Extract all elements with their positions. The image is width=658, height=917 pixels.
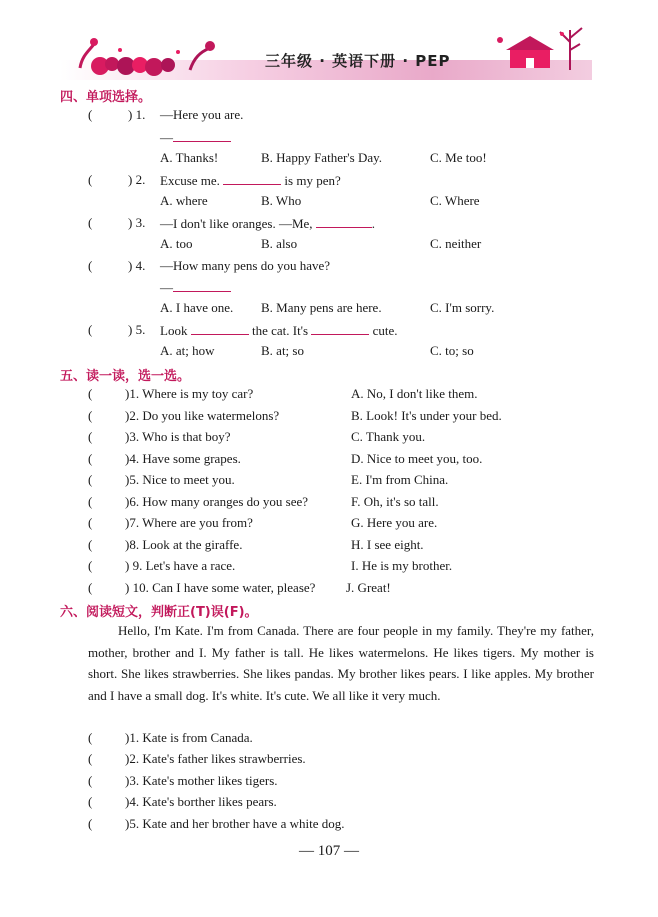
judge-item: )5. Kate and her brother have a white dog. <box>125 816 345 831</box>
judge-item: )2. Kate's father likes strawberries. <box>125 751 306 766</box>
option-c: C. I'm sorry. <box>430 300 495 315</box>
match-question: )8. Look at the giraffe. <box>125 537 243 552</box>
match-answer: C. Thank you. <box>351 429 426 444</box>
answer-line <box>160 279 231 296</box>
match-question: )3. Who is that boy? <box>125 429 231 444</box>
paren: ( <box>88 730 93 745</box>
option-a: A. I have one. <box>160 300 234 315</box>
match-answer: I. He is my brother. <box>351 558 453 573</box>
match-answer: A. No, I don't like them. <box>351 386 478 401</box>
option-b: B. at; so <box>261 343 304 358</box>
match-answer: G. Here you are. <box>351 515 438 530</box>
match-question: )7. Where are you from? <box>125 515 253 530</box>
option-c: C. Where <box>430 193 480 208</box>
stem-pre: Excuse me. <box>160 173 220 188</box>
answer-blank <box>316 215 372 228</box>
match-answer: E. I'm from China. <box>351 472 449 487</box>
match-question: )4. Have some grapes. <box>125 451 241 466</box>
paren: ( <box>88 322 93 337</box>
question-stem <box>160 322 398 339</box>
question-stem: —How many pens do you have? <box>160 258 331 273</box>
match-question: ) 10. Can I have some water, please? <box>125 580 316 595</box>
section-five-title: 五、读一读，选一选。 <box>60 369 191 384</box>
question-number: ) 2. <box>128 172 146 187</box>
question-number: ) 5. <box>128 322 146 337</box>
stem-pre: —I don't like oranges. —Me, <box>160 216 313 231</box>
question-stem <box>160 215 375 232</box>
paren: ( <box>88 429 93 444</box>
question-stem <box>160 172 341 189</box>
option-a: A. too <box>160 236 193 251</box>
match-question: )1. Where is my toy car? <box>125 386 254 401</box>
paren: ( <box>88 537 93 552</box>
stem-pre: Look <box>160 323 188 338</box>
paren: ( <box>88 794 93 809</box>
page-number: — 107 — <box>299 843 359 859</box>
answer-blank <box>173 279 231 292</box>
match-question: )5. Nice to meet you. <box>125 472 235 487</box>
paren: ( <box>88 494 93 509</box>
answer-blank <box>223 172 281 185</box>
stem-post: . <box>371 216 376 231</box>
paren: ( <box>88 515 93 530</box>
paren: ( <box>88 580 93 595</box>
answer-blank <box>173 129 231 142</box>
question-stem: —Here you are. <box>160 107 244 122</box>
paren: ( <box>88 751 93 766</box>
stem-mid: the cat. It's <box>251 323 309 338</box>
answer-line <box>160 129 231 146</box>
option-b: B. Who <box>261 193 302 208</box>
option-b: B. Many pens are here. <box>261 300 382 315</box>
question-number: ) 4. <box>128 258 146 273</box>
judge-item: )3. Kate's mother likes tigers. <box>125 773 278 788</box>
match-answer: J. Great! <box>346 580 391 595</box>
option-a: A. where <box>160 193 208 208</box>
paren: ( <box>88 386 93 401</box>
flower-decoration-icon <box>60 20 260 80</box>
match-question: )6. How many oranges do you see? <box>125 494 309 509</box>
question-number: ) 3. <box>128 215 146 230</box>
section-four-title: 四、单项选择。 <box>60 90 152 105</box>
option-b: B. Happy Father's Day. <box>261 150 383 165</box>
answer-blank <box>311 322 369 335</box>
option-b: B. also <box>261 236 298 251</box>
match-answer: H. I see eight. <box>351 537 424 552</box>
judge-item: )4. Kate's borther likes pears. <box>125 794 277 809</box>
header-title: 三年级 · 英语下册 · PEP <box>265 52 451 70</box>
stem-post: cute. <box>372 323 398 338</box>
dash: — <box>160 280 173 295</box>
option-a: A. at; how <box>160 343 215 358</box>
paren: ( <box>88 472 93 487</box>
section-six-title: 六、阅读短文，判断正(T)误(F)。 <box>60 605 258 620</box>
page-header <box>60 20 592 80</box>
paren: ( <box>88 258 93 273</box>
option-c: C. Me too! <box>430 150 487 165</box>
match-answer: B. Look! It's under your bed. <box>351 408 502 423</box>
paren: ( <box>88 773 93 788</box>
paren: ( <box>88 408 93 423</box>
stem-post: is my pen? <box>284 173 341 188</box>
paren: ( <box>88 451 93 466</box>
paren: ( <box>88 172 93 187</box>
paren: ( <box>88 558 93 573</box>
paren: ( <box>88 107 93 122</box>
paren: ( <box>88 816 93 831</box>
answer-blank <box>191 322 249 335</box>
paren: ( <box>88 215 93 230</box>
match-answer: D. Nice to meet you, too. <box>351 451 483 466</box>
reading-passage: Hello, I'm Kate. I'm from Canada. There are four people in my family. They're my father, mother, brother and I. My father is tall. He likes watermelons. He likes tigers. My mother is short. She likes strawberries. She likes pandas. My brother likes pears. I like apples. My brother and I have a small dog. It's white. It's cute. We all like it very much. <box>88 623 594 703</box>
match-question: )2. Do you like watermelons? <box>125 408 280 423</box>
question-number: ) 1. <box>128 107 146 122</box>
match-question: ) 9. Let's have a race. <box>125 558 236 573</box>
dash: — <box>160 130 173 145</box>
house-tree-decoration-icon <box>490 20 592 80</box>
option-c: C. neither <box>430 236 482 251</box>
match-answer: F. Oh, it's so tall. <box>351 494 439 509</box>
option-a: A. Thanks! <box>160 150 219 165</box>
option-c: C. to; so <box>430 343 474 358</box>
judge-item: )1. Kate is from Canada. <box>125 730 253 745</box>
